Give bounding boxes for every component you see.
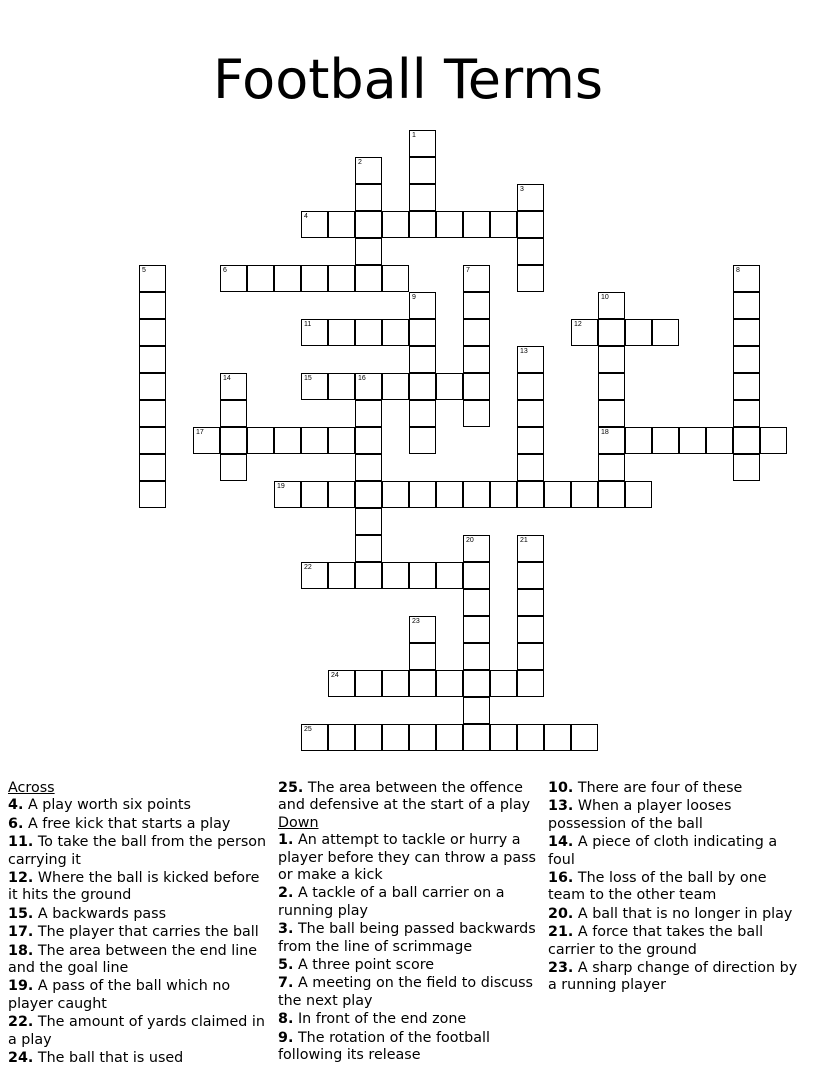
clue-number: 20 xyxy=(466,537,474,544)
grid-cell[interactable] xyxy=(355,184,382,211)
grid-cell[interactable] xyxy=(139,346,166,373)
clue-label: 21. xyxy=(548,924,574,941)
grid-cell[interactable] xyxy=(328,724,355,751)
clue-text: The area between the end line and the goal line xyxy=(8,942,258,977)
across-clue xyxy=(8,906,268,923)
clue-text: An attempt to tackle or hurry a player before they can throw a pass or make a kick xyxy=(278,832,536,884)
clue-number: 12 xyxy=(574,321,582,328)
down-clue xyxy=(548,780,808,797)
grid-cell[interactable] xyxy=(328,562,355,589)
across-clue xyxy=(8,1050,268,1067)
grid-cell[interactable] xyxy=(544,481,571,508)
grid-cell[interactable] xyxy=(733,319,760,346)
clue-number: 11 xyxy=(304,321,312,328)
grid-cell[interactable] xyxy=(463,373,490,400)
clue-text: The area between the offence and defensive at the start of a play xyxy=(278,780,531,814)
grid-cell[interactable] xyxy=(733,454,760,481)
grid-cell[interactable] xyxy=(517,616,544,643)
clue-number: 5 xyxy=(142,267,146,274)
grid-cell[interactable] xyxy=(598,292,625,319)
grid-cell[interactable] xyxy=(517,643,544,670)
grid-cell[interactable] xyxy=(274,481,301,508)
grid-cell[interactable] xyxy=(355,373,382,400)
across-clue xyxy=(8,1014,268,1049)
grid-cell[interactable] xyxy=(463,562,490,589)
clue-text: To take the ball from the person carrying it xyxy=(8,834,267,868)
across-clue xyxy=(278,780,538,815)
clue-text: The amount of yards claimed in a play xyxy=(8,1014,265,1048)
grid-cell[interactable] xyxy=(598,346,625,373)
grid-cell[interactable] xyxy=(463,724,490,751)
grid-cell[interactable] xyxy=(355,508,382,535)
grid-cell[interactable] xyxy=(706,427,733,454)
grid-cell[interactable] xyxy=(517,211,544,238)
clue-number: 2 xyxy=(358,159,362,166)
grid-cell[interactable] xyxy=(301,211,328,238)
clue-number: 15 xyxy=(304,375,312,382)
grid-cell[interactable] xyxy=(436,670,463,697)
grid-cell[interactable] xyxy=(301,724,328,751)
grid-cell[interactable] xyxy=(571,481,598,508)
grid-cell[interactable] xyxy=(382,562,409,589)
grid-cell[interactable] xyxy=(382,211,409,238)
grid-cell[interactable] xyxy=(409,157,436,184)
clue-number: 4 xyxy=(304,213,308,220)
grid-cell[interactable] xyxy=(355,670,382,697)
grid-cell[interactable] xyxy=(274,265,301,292)
grid-cell[interactable] xyxy=(220,454,247,481)
grid-cell[interactable] xyxy=(409,400,436,427)
grid-cell[interactable] xyxy=(571,724,598,751)
grid-cell[interactable] xyxy=(517,670,544,697)
grid-cell[interactable] xyxy=(355,535,382,562)
clue-label: 2. xyxy=(278,885,294,902)
grid-cell[interactable] xyxy=(436,562,463,589)
grid-cell[interactable] xyxy=(193,427,220,454)
clue-number: 14 xyxy=(223,375,231,382)
clue-text: A sharp change of direction by a running player xyxy=(548,960,798,994)
down-clue xyxy=(278,921,538,956)
clue-label: 13. xyxy=(548,798,574,815)
grid-cell[interactable] xyxy=(328,373,355,400)
clue-text: A force that takes the ball carrier to the ground xyxy=(548,924,764,958)
clue-number: 9 xyxy=(412,294,416,301)
grid-cell[interactable] xyxy=(733,265,760,292)
clue-label: 5. xyxy=(278,957,294,974)
clue-text: A three point score xyxy=(297,957,435,974)
grid-cell[interactable] xyxy=(139,292,166,319)
clue-label: 19. xyxy=(8,978,34,995)
grid-cell[interactable] xyxy=(490,481,517,508)
clue-text: Where the ball is kicked before it hits the ground xyxy=(8,870,260,904)
clue-text: In front of the end zone xyxy=(297,1011,467,1028)
grid-cell[interactable] xyxy=(517,373,544,400)
grid-cell[interactable] xyxy=(409,319,436,346)
grid-cell[interactable] xyxy=(463,265,490,292)
grid-cell[interactable] xyxy=(517,265,544,292)
clue-text: There are four of these xyxy=(577,780,743,796)
grid-cell[interactable] xyxy=(409,481,436,508)
grid-cell[interactable] xyxy=(139,481,166,508)
down-clue xyxy=(278,885,538,920)
clue-label: 20. xyxy=(548,905,574,922)
grid-cell[interactable] xyxy=(598,319,625,346)
grid-cell[interactable] xyxy=(301,427,328,454)
down-clue xyxy=(548,870,808,905)
grid-cell[interactable] xyxy=(139,454,166,481)
grid-cell[interactable] xyxy=(517,481,544,508)
clue-number: 16 xyxy=(358,375,366,382)
across-heading: Across xyxy=(8,780,55,796)
clue-number: 1 xyxy=(412,132,416,139)
grid-cell[interactable] xyxy=(328,211,355,238)
across-clue xyxy=(8,978,268,1013)
grid-cell[interactable] xyxy=(517,346,544,373)
clue-text: A piece of cloth indicating a foul xyxy=(548,834,778,868)
clue-text: When a player looses possession of the ball xyxy=(548,798,732,832)
grid-cell[interactable] xyxy=(409,211,436,238)
grid-cell[interactable] xyxy=(220,400,247,427)
grid-cell[interactable] xyxy=(355,724,382,751)
down-clue xyxy=(278,1030,538,1065)
grid-cell[interactable] xyxy=(517,562,544,589)
down-clue xyxy=(548,960,808,995)
clue-label: 6. xyxy=(8,815,24,832)
grid-cell[interactable] xyxy=(355,400,382,427)
clue-number: 25 xyxy=(304,726,312,733)
clue-text: The rotation of the football following its release xyxy=(278,1029,490,1064)
grid-cell[interactable] xyxy=(517,535,544,562)
grid-cell[interactable] xyxy=(382,670,409,697)
grid-cell[interactable] xyxy=(220,373,247,400)
clue-label: 23. xyxy=(548,960,574,977)
across-clue xyxy=(8,834,268,869)
clue-number: 6 xyxy=(223,267,227,274)
grid-cell[interactable] xyxy=(139,427,166,454)
grid-cell[interactable] xyxy=(301,265,328,292)
grid-cell[interactable] xyxy=(463,346,490,373)
grid-cell[interactable] xyxy=(436,724,463,751)
clue-number: 23 xyxy=(412,618,420,625)
across-clue xyxy=(8,797,268,814)
grid-cell[interactable] xyxy=(139,400,166,427)
grid-cell[interactable] xyxy=(463,643,490,670)
clue-text: A backwards pass xyxy=(37,905,167,922)
grid-cell[interactable] xyxy=(760,427,787,454)
down-clue xyxy=(278,975,538,1010)
grid-cell[interactable] xyxy=(733,373,760,400)
grid-cell[interactable] xyxy=(382,319,409,346)
down-heading: Down xyxy=(278,814,319,831)
down-clue xyxy=(548,798,808,833)
grid-cell[interactable] xyxy=(409,616,436,643)
grid-cell[interactable] xyxy=(544,724,571,751)
grid-cell[interactable] xyxy=(328,265,355,292)
grid-cell[interactable] xyxy=(463,616,490,643)
grid-cell[interactable] xyxy=(409,724,436,751)
grid-cell[interactable] xyxy=(274,427,301,454)
grid-cell[interactable] xyxy=(355,157,382,184)
grid-cell[interactable] xyxy=(652,427,679,454)
grid-cell[interactable] xyxy=(355,427,382,454)
grid-cell[interactable] xyxy=(382,265,409,292)
grid-cell[interactable] xyxy=(301,373,328,400)
grid-cell[interactable] xyxy=(463,535,490,562)
grid-cell[interactable] xyxy=(139,265,166,292)
clue-number: 10 xyxy=(601,294,609,301)
grid-cell[interactable] xyxy=(247,265,274,292)
grid-cell[interactable] xyxy=(625,319,652,346)
grid-cell[interactable] xyxy=(139,373,166,400)
clue-label: 12. xyxy=(8,870,34,887)
clue-label: 8. xyxy=(278,1011,294,1028)
grid-cell[interactable] xyxy=(679,427,706,454)
down-clue xyxy=(548,834,808,869)
clue-text: A ball that is no longer in play xyxy=(577,905,793,922)
grid-cell[interactable] xyxy=(652,319,679,346)
grid-cell[interactable] xyxy=(571,319,598,346)
grid-cell[interactable] xyxy=(247,427,274,454)
grid-cell[interactable] xyxy=(625,427,652,454)
grid-cell[interactable] xyxy=(490,670,517,697)
clue-label: 17. xyxy=(8,924,34,941)
clue-label: 10. xyxy=(548,780,574,796)
grid-cell[interactable] xyxy=(598,481,625,508)
grid-cell[interactable] xyxy=(409,670,436,697)
clue-label: 4. xyxy=(8,797,24,814)
grid-cell[interactable] xyxy=(328,427,355,454)
grid-cell[interactable] xyxy=(301,562,328,589)
clue-text: A play worth six points xyxy=(27,797,191,814)
grid-cell[interactable] xyxy=(328,481,355,508)
grid-cell[interactable] xyxy=(463,319,490,346)
down-clue xyxy=(278,1011,538,1028)
grid-cell[interactable] xyxy=(220,265,247,292)
grid-cell[interactable] xyxy=(598,373,625,400)
clue-number: 17 xyxy=(196,429,204,436)
across-clue xyxy=(8,943,268,978)
clue-number: 18 xyxy=(601,429,609,436)
grid-cell[interactable] xyxy=(436,211,463,238)
down-clue xyxy=(278,832,538,884)
clue-label: 14. xyxy=(548,834,574,851)
grid-cell[interactable] xyxy=(598,427,625,454)
grid-cell[interactable] xyxy=(301,319,328,346)
clue-label: 24. xyxy=(8,1050,34,1067)
clue-label: 7. xyxy=(278,975,294,992)
grid-cell[interactable] xyxy=(409,184,436,211)
grid-cell[interactable] xyxy=(463,670,490,697)
grid-cell[interactable] xyxy=(409,427,436,454)
grid-cell[interactable] xyxy=(382,724,409,751)
grid-cell[interactable] xyxy=(517,427,544,454)
clue-label: 15. xyxy=(8,905,34,922)
clue-label: 3. xyxy=(278,921,294,938)
grid-cell[interactable] xyxy=(355,481,382,508)
grid-cell[interactable] xyxy=(139,319,166,346)
clue-label: 25. xyxy=(278,780,304,796)
grid-cell[interactable] xyxy=(355,238,382,265)
grid-cell[interactable] xyxy=(409,562,436,589)
clue-text: The loss of the ball by one team to the other team xyxy=(548,870,767,904)
grid-cell[interactable] xyxy=(328,319,355,346)
clue-text: A meeting on the field to discuss the next play xyxy=(278,975,534,1009)
grid-cell[interactable] xyxy=(490,211,517,238)
grid-cell[interactable] xyxy=(382,481,409,508)
down-clue xyxy=(548,924,808,959)
across-clue xyxy=(8,816,268,833)
clue-text: The ball that is used xyxy=(37,1050,184,1067)
grid-cell[interactable] xyxy=(733,427,760,454)
grid-cell[interactable] xyxy=(733,400,760,427)
page-title: Football Terms xyxy=(213,48,603,111)
grid-cell[interactable] xyxy=(517,724,544,751)
grid-cell[interactable] xyxy=(733,346,760,373)
clue-list xyxy=(8,780,808,1075)
clue-text: A pass of the ball which no player caught xyxy=(8,978,231,1012)
grid-cell[interactable] xyxy=(409,373,436,400)
grid-cell[interactable] xyxy=(436,481,463,508)
clue-label: 22. xyxy=(8,1014,34,1031)
clue-label: 1. xyxy=(278,832,294,849)
grid-cell[interactable] xyxy=(463,697,490,724)
grid-cell[interactable] xyxy=(355,211,382,238)
grid-cell[interactable] xyxy=(409,130,436,157)
clue-number: 8 xyxy=(736,267,740,274)
grid-cell[interactable] xyxy=(409,292,436,319)
grid-cell[interactable] xyxy=(598,400,625,427)
clue-number: 21 xyxy=(520,537,528,544)
grid-cell[interactable] xyxy=(382,373,409,400)
grid-cell[interactable] xyxy=(598,454,625,481)
grid-cell[interactable] xyxy=(409,643,436,670)
grid-cell[interactable] xyxy=(355,265,382,292)
clue-number: 24 xyxy=(331,672,339,679)
clue-text: The player that carries the ball xyxy=(37,924,259,941)
across-clue xyxy=(8,924,268,941)
clue-label: 16. xyxy=(548,870,574,887)
grid-cell[interactable] xyxy=(517,589,544,616)
grid-cell[interactable] xyxy=(301,481,328,508)
grid-cell[interactable] xyxy=(355,319,382,346)
grid-cell[interactable] xyxy=(517,184,544,211)
grid-cell[interactable] xyxy=(436,373,463,400)
grid-cell[interactable] xyxy=(355,454,382,481)
clue-number: 22 xyxy=(304,564,312,571)
clue-number: 19 xyxy=(277,483,285,490)
clue-text: The ball being passed backwards from the line of scrimmage xyxy=(278,921,536,955)
grid-cell[interactable] xyxy=(517,400,544,427)
clue-label: 11. xyxy=(8,834,34,851)
grid-cell[interactable] xyxy=(625,481,652,508)
grid-cell[interactable] xyxy=(409,346,436,373)
clue-text: A free kick that starts a play xyxy=(27,815,231,832)
clue-label: 9. xyxy=(278,1029,294,1046)
clue-number: 7 xyxy=(466,267,470,274)
clue-text: A tackle of a ball carrier on a running play xyxy=(278,885,505,919)
grid-cell[interactable] xyxy=(733,292,760,319)
grid-cell[interactable] xyxy=(490,724,517,751)
grid-cell[interactable] xyxy=(355,562,382,589)
grid-cell[interactable] xyxy=(463,400,490,427)
grid-cell[interactable] xyxy=(463,211,490,238)
clue-number: 3 xyxy=(520,186,524,193)
grid-cell[interactable] xyxy=(463,589,490,616)
grid-cell[interactable] xyxy=(517,238,544,265)
clue-number: 13 xyxy=(520,348,528,355)
grid-cell[interactable] xyxy=(463,481,490,508)
down-clue xyxy=(548,906,808,923)
grid-cell[interactable] xyxy=(463,292,490,319)
grid-cell[interactable] xyxy=(517,454,544,481)
clue-label: 18. xyxy=(8,942,34,959)
grid-cell[interactable] xyxy=(220,427,247,454)
down-clue xyxy=(278,957,538,974)
across-clue xyxy=(8,870,268,905)
grid-cell[interactable] xyxy=(328,670,355,697)
